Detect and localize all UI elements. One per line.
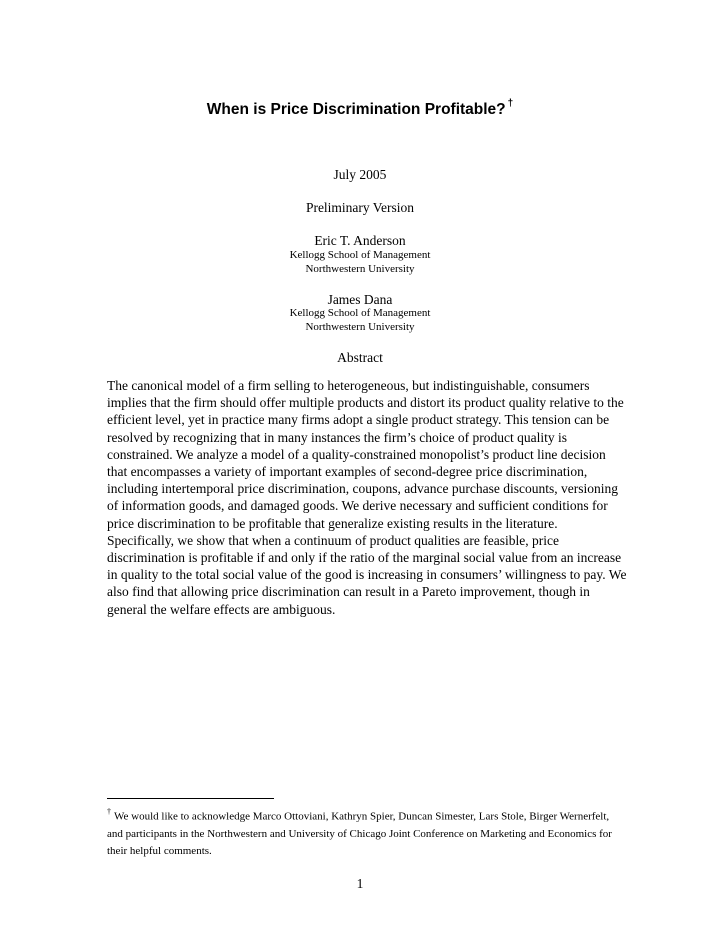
paper-title <box>0 96 720 120</box>
footnote-marker: † <box>107 807 111 816</box>
footnote <box>107 804 622 860</box>
author-university: Northwestern University <box>305 263 415 275</box>
title-footnote-marker: † <box>507 98 514 109</box>
version-line: Preliminary Version <box>305 200 415 215</box>
abstract-text: The canonical model of a firm selling to heterogeneous, but indistinguishable, consumers implies that the firm should offer multiple products and distort its product quality relative to the efficient level, yet in practice many firms adopt a single product strategy. This tension can be resolved by recognizing that in many instances the firm’s choice of product quality is constrained. We analyze a model of a quality-constrained monopolist’s product line decision that encompasses a variety of important examples of second-degree price discrimination, including intertemporal price discrimination, coupons, advance purchase discounts, versioning of information goods, and damaged goods. We derive necessary and sufficient conditions for price discrimination to be profitable that generalize existing results in the literature. Specifically, we show that when a continuum of product qualities are feasible, price discrimination is profitable if and only if the ratio of the marginal social value from an increase in quality to the total social value of the good is increasing in consumers’ willingness to pay. We also find that allowing price discrimination can result in a Pareto improvement, though in general the welfare effects are ambiguous. <box>107 378 627 617</box>
author-name: Eric T. Anderson <box>314 233 406 248</box>
date-line: July 2005 <box>333 167 387 182</box>
footnote-divider <box>107 798 274 799</box>
footnote-text: We would like to acknowledge Marco Ottoviani, Kathryn Spier, Duncan Simester, Lars Stole, Birger Wernerfelt, and participants in the Northwestern and University of Chicago Joint Conference on Marketing and Economics for their helpful comments. <box>107 810 612 857</box>
author-school: Kellogg School of Management <box>289 249 431 261</box>
author-university: Northwestern University <box>305 321 415 333</box>
abstract-heading: Abstract <box>337 350 383 365</box>
page-number: 1 <box>356 876 364 891</box>
paper-title-text: When is Price Discrimination Profitable? <box>206 101 506 119</box>
author-school: Kellogg School of Management <box>289 307 431 319</box>
author-name: James Dana <box>327 292 393 307</box>
